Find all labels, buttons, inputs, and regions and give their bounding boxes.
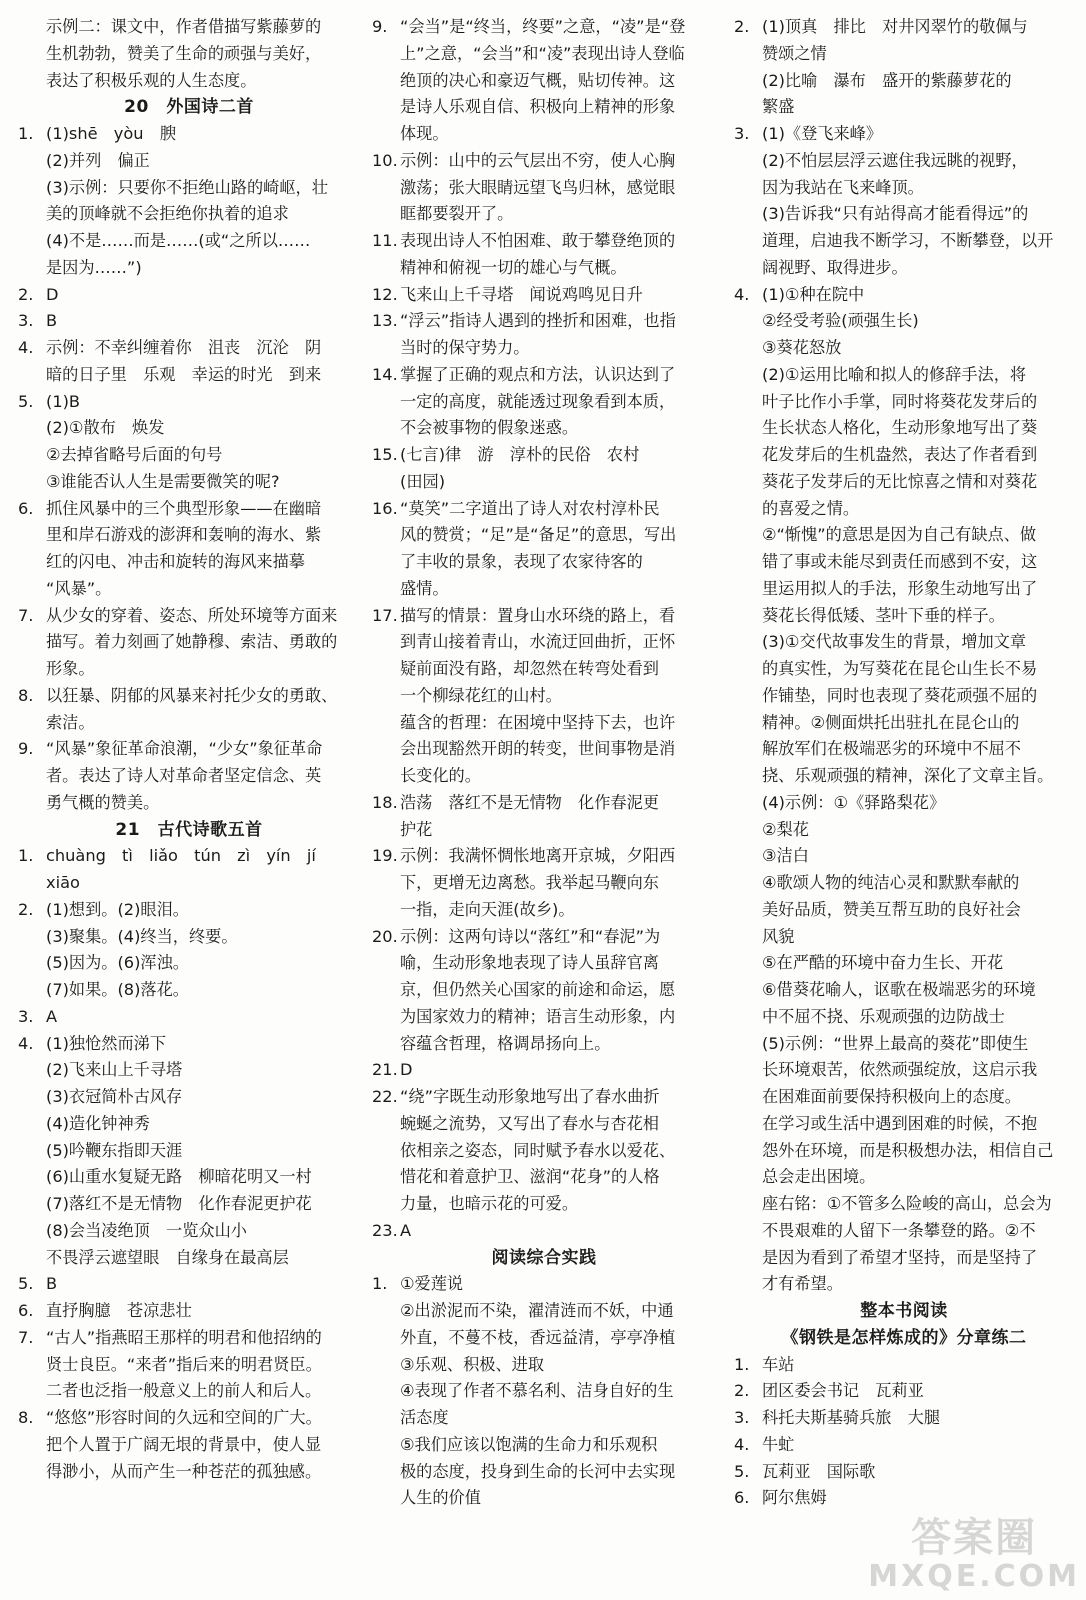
answer-continuation: 体现。 xyxy=(400,124,449,143)
question-number: 10. xyxy=(372,150,398,170)
answer-line xyxy=(18,496,360,523)
question-number: 1. xyxy=(734,1354,750,1374)
answer-continuation: 眶都要裂开了。 xyxy=(400,204,514,224)
answer-continuation: 容蕴含哲理，格调昂扬向上。 xyxy=(400,1033,611,1053)
column-left xyxy=(18,14,360,1485)
answer-continuation: 中不屈不挠、乐观顽强的边防战士 xyxy=(762,1006,1005,1026)
answer-line xyxy=(372,228,716,255)
answer-text: 示例：山中的云气层出不穷，使人心胸 xyxy=(400,150,676,170)
answer-continuation: 一指，走向天涯(故乡)。 xyxy=(400,899,575,919)
question-number: 2. xyxy=(734,1381,750,1401)
answer-continuation: 叶子比作小手掌，同时将葵花发芽后的 xyxy=(762,391,1038,411)
question-number: 4. xyxy=(734,1434,750,1454)
answer-continuation: 葵花长得低矮、茎叶下垂的样子。 xyxy=(762,605,1005,625)
question-number: 4. xyxy=(18,1033,34,1053)
answer-text: D xyxy=(46,284,59,304)
answer-text: ①爱莲说 xyxy=(400,1274,464,1294)
answer-continuation: 二者也泛指一般意义上的前人和后人。 xyxy=(46,1381,322,1401)
answer-continuation: 表达了积极乐观的人生态度。 xyxy=(46,70,257,90)
answer-text: “悠悠”形容时间的久远和空间的广大。 xyxy=(46,1408,322,1427)
answer-continuation: 座右铭：①不管多么险峻的高山，总会为 xyxy=(762,1194,1052,1213)
answer-continuation: 索洁。 xyxy=(46,712,95,732)
question-number: 1. xyxy=(18,124,34,143)
answer-continuation: (2)①散布 焕发 xyxy=(46,418,165,438)
answer-continuation: (2)①运用比喻和拟人的修辞手法，将 xyxy=(762,364,1027,384)
question-number: 2. xyxy=(18,899,34,919)
answer-continuation: ②出淤泥而不染，濯清涟而不妖，中通 xyxy=(400,1301,674,1320)
answer-line xyxy=(372,790,716,817)
answer-text: 科托夫斯基骑兵旅 大腿 xyxy=(762,1408,941,1427)
question-number: 4. xyxy=(734,284,750,304)
answer-text: 示例：不幸纠缠着你 沮丧 沉沦 阴 xyxy=(46,338,322,357)
answer-text: (1)顶真 排比 对井冈翠竹的敬佩与 xyxy=(762,17,1028,36)
answer-continuation: 精神和俯视一切的雄心与气概。 xyxy=(400,257,627,277)
answer-continuation: (2)飞来山上千寻塔 xyxy=(46,1060,183,1080)
answer-text: (1)独怆然而涕下 xyxy=(46,1033,167,1053)
question-number: 3. xyxy=(18,1006,34,1026)
answer-text: 以狂暴、阴郁的风暴来衬托少女的勇敢、 xyxy=(46,685,338,705)
answer-continuation: 把个人置于广阔无垠的背景中，使人显 xyxy=(46,1434,322,1454)
answer-line xyxy=(372,924,716,951)
answer-continuation: 贤士良臣。“来者”指后来的明君贤臣。 xyxy=(46,1354,322,1374)
answer-text: 飞来山上千寻塔 闻说鸡鸣见日升 xyxy=(400,284,643,304)
watermark-url: MXQE.COM xyxy=(868,1559,1080,1594)
answer-continuation: 美好品质，赞美互帮互助的良好社会 xyxy=(762,899,1021,919)
answer-continuation: 人生的价值 xyxy=(400,1488,481,1508)
answer-line xyxy=(18,897,360,924)
answer-continuation: (2)并列 偏正 xyxy=(46,150,150,170)
answer-continuation: 怨外在环境，而是积极想办法，相信自己 xyxy=(762,1140,1054,1160)
answer-text: B xyxy=(46,311,58,331)
answer-continuation: ④歌颂人物的纯洁心灵和默默奉献的 xyxy=(762,873,1020,892)
answer-continuation: 护花 xyxy=(400,819,433,839)
answer-continuation: 精神。②侧面烘托出驻扎在昆仑山的 xyxy=(762,712,1020,732)
answer-continuation: 因为我站在飞来峰顶。 xyxy=(762,177,924,197)
answer-continuation: (3)告诉我“只有站得高才能看得远”的 xyxy=(762,204,1029,224)
answer-continuation: (4)造化钟神秀 xyxy=(46,1113,150,1133)
section-heading: 整本书阅读 xyxy=(860,1301,948,1321)
answer-text: (1)B xyxy=(46,391,81,411)
question-number: 5. xyxy=(18,1274,34,1294)
answer-continuation: ②去掉省略号后面的句号 xyxy=(46,445,223,464)
answer-continuation: 阔视野、取得进步。 xyxy=(762,257,908,277)
answer-continuation: 风貌 xyxy=(762,926,795,946)
answer-continuation: (田园) xyxy=(400,471,446,491)
answer-continuation: 在困难面前要保持积极向上的态度。 xyxy=(762,1087,1021,1106)
question-number: 17. xyxy=(372,605,398,625)
answer-line xyxy=(734,1352,1074,1379)
answer-line xyxy=(18,1325,360,1352)
answer-line xyxy=(734,1378,1074,1405)
answer-continuation: 才有希望。 xyxy=(762,1274,843,1294)
answer-text: 团区委会书记 瓦莉亚 xyxy=(762,1381,924,1401)
question-number: 3. xyxy=(734,124,750,143)
answer-text: 抓住风暴中的三个典型形象——在幽暗 xyxy=(46,498,322,518)
answer-text: 直抒胸臆 苍凉悲壮 xyxy=(46,1301,192,1320)
answer-line xyxy=(734,1432,1074,1459)
question-number: 20. xyxy=(372,926,398,946)
answer-continuation: 不畏浮云遮望眼 自缘身在最高层 xyxy=(46,1247,289,1267)
answer-text: (1)shē yòu 腴 xyxy=(46,124,176,143)
answer-continuation: ④表现了作者不慕名利、洁身自好的生 xyxy=(400,1381,674,1401)
answer-continuation: 极的态度，投身到生命的长河中去实现 xyxy=(400,1461,676,1481)
answer-continuation: (2)不怕层层浮云遮住我远眺的视野， xyxy=(762,150,1028,170)
answer-continuation: ②梨花 xyxy=(762,819,809,839)
answer-continuation: ②“惭愧”的意思是因为自己有缺点、做 xyxy=(762,525,1037,545)
answer-line xyxy=(372,603,716,630)
answer-line xyxy=(372,14,716,41)
answer-text: A xyxy=(46,1006,58,1026)
answer-line xyxy=(18,1298,360,1325)
answer-text: 车站 xyxy=(762,1354,795,1374)
answer-line xyxy=(372,442,716,469)
answer-line xyxy=(734,121,1074,148)
answer-continuation: 依相亲之姿态，同时赋予春水以爱花、 xyxy=(400,1140,676,1160)
answer-continuation: 红的闪电、冲击和旋转的海风来描摹 xyxy=(46,552,305,571)
answer-continuation: 解放军们在极端恶劣的环境中不屈不 xyxy=(762,739,1021,759)
answer-line xyxy=(734,1405,1074,1432)
answer-line xyxy=(372,362,716,389)
answer-line xyxy=(18,308,360,335)
answer-line xyxy=(18,1271,360,1298)
answer-line xyxy=(372,308,716,335)
answer-continuation: 葵花子发芽后的无比惊喜之情和对葵花 xyxy=(762,471,1038,491)
answer-line xyxy=(372,148,716,175)
answer-line xyxy=(372,843,716,870)
answer-text: chuàng tì liǎo tún zì yín jí xyxy=(46,846,316,866)
answer-text: (1)想到。(2)眼泪。 xyxy=(46,899,189,919)
answer-continuation: 一个柳绿花红的山村。 xyxy=(400,685,562,705)
answer-continuation: ③谁能否认人生是需要微笑的呢? xyxy=(46,471,280,491)
answer-continuation: 生长状态人格化，生动形象地写出了葵 xyxy=(762,418,1038,438)
answer-continuation: 暗的日子里 乐观 幸运的时光 到来 xyxy=(46,364,322,384)
question-number: 9. xyxy=(372,17,388,36)
answer-line xyxy=(372,282,716,309)
answer-continuation: 风的赞赏；“足”是“备足”的意思，写出 xyxy=(400,525,677,545)
answer-continuation: 里和岸石游戏的澎湃和轰响的海水、紫 xyxy=(46,525,322,545)
answer-continuation: 激荡；张大眼睛远望飞鸟归林，感觉眼 xyxy=(400,177,676,197)
answer-continuation: 惜花和着意护卫、滋润“花身”的人格 xyxy=(400,1167,660,1187)
answer-text: 浩荡 落红不是无情物 化作春泥更 xyxy=(400,792,659,812)
answer-continuation: 当时的保守势力。 xyxy=(400,338,530,357)
answer-continuation: 力量，也暗示花的可爱。 xyxy=(400,1194,579,1213)
answer-continuation: (4)不是……而是……(或“之所以…… xyxy=(46,231,311,250)
answer-continuation: 得渺小，从而产生一种苍茫的孤独感。 xyxy=(46,1461,322,1481)
answer-continuation: (7)落红不是无情物 化作春泥更护花 xyxy=(46,1194,312,1213)
answer-continuation: (5)因为。(6)浑浊。 xyxy=(46,953,189,973)
question-number: 11. xyxy=(372,231,398,250)
answer-continuation: 描写。着力刻画了她静穆、索洁、勇敢的 xyxy=(46,632,338,652)
answer-continuation: (5)示例：“世界上最高的葵花”即使生 xyxy=(762,1033,1029,1053)
question-number: 6. xyxy=(18,1301,34,1320)
question-number: 16. xyxy=(372,498,398,518)
answer-continuation: 道理，启迪我不断学习，不断攀登，以开 xyxy=(762,231,1054,250)
question-number: 8. xyxy=(18,685,34,705)
answer-line xyxy=(18,389,360,416)
question-number: 7. xyxy=(18,1327,34,1347)
answer-continuation: 不畏艰难的人留下一条攀登的路。②不 xyxy=(762,1220,1036,1240)
answer-continuation: (3)聚集。(4)终当，终要。 xyxy=(46,926,238,946)
answer-continuation: 长环境艰苦，依然顽强绽放，这启示我 xyxy=(762,1060,1038,1080)
answer-continuation: 为国家效力的精神；语言生动形象，内 xyxy=(400,1006,676,1026)
answer-continuation: 上”之意，“会当”和“凌”表现出诗人登临 xyxy=(400,43,685,63)
answer-continuation: 在学习或生活中遇到困难的时候，不抱 xyxy=(762,1113,1038,1133)
question-number: 8. xyxy=(18,1408,34,1427)
answer-line xyxy=(18,1405,360,1432)
question-number: 15. xyxy=(372,445,398,464)
answer-line xyxy=(372,1271,716,1298)
site-watermark xyxy=(868,1506,1080,1594)
answer-text: “古人”指燕昭王那样的明君和他招纳的 xyxy=(46,1327,322,1347)
answer-continuation: 一定的高度，就能透过现象看到本质， xyxy=(400,391,676,411)
answer-text: A xyxy=(400,1220,412,1240)
answer-line xyxy=(18,683,360,710)
answer-continuation: 形象。 xyxy=(46,659,95,678)
answer-text: 描写的情景：置身山水环绕的路上，看 xyxy=(400,605,676,625)
answer-text: 牛虻 xyxy=(762,1434,795,1454)
answer-continuation: (3)衣冠简朴古风存 xyxy=(46,1087,183,1106)
answer-continuation: 挠、乐观顽强的精神，深化了文章主旨。 xyxy=(762,766,1054,785)
section-heading: 阅读综合实践 xyxy=(491,1247,597,1268)
answer-continuation: 美的顶峰就不会拒绝你执着的追求 xyxy=(46,204,289,224)
answer-text: 瓦莉亚 国际歌 xyxy=(762,1461,876,1481)
answer-continuation: (7)如果。(8)落花。 xyxy=(46,980,189,999)
answer-continuation: 盛情。 xyxy=(400,578,449,598)
question-number: 14. xyxy=(372,364,398,384)
answer-line xyxy=(18,1004,360,1031)
answer-continuation: 下，更增无边离愁。我举起马鞭向东 xyxy=(400,873,659,892)
answer-continuation: (2)比喻 瀑布 盛开的紫藤萝花的 xyxy=(762,70,1012,90)
question-number: 6. xyxy=(734,1488,750,1508)
answer-continuation: 外直，不蔓不枝，香远益清，亭亭净植 xyxy=(400,1327,676,1347)
question-number: 22. xyxy=(372,1087,398,1106)
watermark-logo-text: 答案圈 xyxy=(911,1515,1038,1561)
answer-text: 示例：我满怀惆怅地离开京城，夕阳西 xyxy=(400,846,676,866)
question-number: 5. xyxy=(18,391,34,411)
answer-text: D xyxy=(400,1060,413,1080)
answer-continuation: 是因为……”) xyxy=(46,257,142,277)
answer-text: (七言)律 游 淳朴的民俗 农村 xyxy=(400,445,640,464)
answer-line xyxy=(372,1057,716,1084)
question-number: 4. xyxy=(18,338,34,357)
answer-continuation: ③乐观、积极、进取 xyxy=(400,1354,545,1374)
answer-continuation: (6)山重水复疑无路 柳暗花明又一村 xyxy=(46,1167,312,1187)
answer-continuation: 的真实性，为写葵花在昆仑山生长不易 xyxy=(762,659,1038,678)
answer-line xyxy=(372,1084,716,1111)
answer-continuation: 错了事或未能尽到责任而感到不安，这 xyxy=(762,552,1038,571)
answer-line xyxy=(18,121,360,148)
answer-line xyxy=(734,14,1074,41)
answer-continuation: 示例二：课文中，作者借描写紫藤萝的 xyxy=(46,17,322,36)
answer-continuation: 生机勃勃，赞美了生命的顽强与美好， xyxy=(46,43,322,63)
answer-continuation: xiāo xyxy=(46,873,80,892)
question-number: 3. xyxy=(18,311,34,331)
answer-text: B xyxy=(46,1274,58,1294)
answer-continuation: (3)示例：只要你不拒绝山路的崎岖，壮 xyxy=(46,177,328,197)
answer-continuation: (4)示例：①《驿路梨花》 xyxy=(762,792,946,812)
answer-continuation: 是诗人乐观自信、积极向上精神的形象 xyxy=(400,97,676,117)
answer-continuation: 绝顶的决心和豪迈气概，贴切传神。这 xyxy=(400,70,676,90)
answer-continuation: 喻，生动形象地表现了诗人虽辞官离 xyxy=(400,953,659,973)
answer-continuation: 了丰收的景象，表现了农家待客的 xyxy=(400,552,643,571)
answer-continuation: 到青山接着青山，水流迂回曲折，正怀 xyxy=(400,632,676,652)
answer-continuation: 总会走出困境。 xyxy=(762,1167,876,1187)
question-number: 1. xyxy=(372,1274,388,1294)
answer-continuation: ⑤我们应该以饱满的生命力和乐观积 xyxy=(400,1434,658,1454)
section-heading: 21 古代诗歌五首 xyxy=(115,819,263,840)
answer-text: 示例：这两句诗以“落红”和“春泥”为 xyxy=(400,926,661,946)
question-number: 19. xyxy=(372,846,398,866)
answer-continuation: 花发芽后的生机盎然，表达了作者看到 xyxy=(762,445,1038,464)
question-number: 2. xyxy=(18,284,34,304)
answer-text: 掌握了正确的观点和方法，认识达到了 xyxy=(400,364,676,384)
answer-continuation: ③葵花怒放 xyxy=(762,338,842,357)
answer-text: “莫笑”二字道出了诗人对农村淳朴民 xyxy=(400,498,660,518)
answer-continuation: ⑥借葵花喻人，讴歌在极端恶劣的环境 xyxy=(762,980,1036,999)
answer-continuation: 繁盛 xyxy=(762,97,795,117)
answer-continuation: 里运用拟人的手法，形象生动地写出了 xyxy=(762,578,1038,598)
question-number: 18. xyxy=(372,792,398,812)
answer-line xyxy=(734,1459,1074,1486)
answer-continuation: 勇气概的赞美。 xyxy=(46,792,160,812)
answer-line xyxy=(372,496,716,523)
answer-line xyxy=(18,1031,360,1058)
section-heading: 《钢铁是怎样炼成的》分章练二 xyxy=(781,1327,1027,1348)
answer-text: 表现出诗人不怕困难、敢于攀登绝顶的 xyxy=(400,231,676,250)
answer-continuation: (3)①交代故事发生的背景，增加文章 xyxy=(762,632,1027,652)
answer-line xyxy=(18,282,360,309)
question-number: 2. xyxy=(734,17,750,36)
question-number: 7. xyxy=(18,605,34,625)
answer-line xyxy=(18,843,360,870)
answer-continuation: “风暴”。 xyxy=(46,578,112,598)
column-middle xyxy=(372,14,716,1512)
answer-text: 从少女的穿着、姿态、所处环境等方面来 xyxy=(46,605,338,625)
answer-continuation: 赞颂之情 xyxy=(762,43,827,63)
answer-continuation: 不会被事物的假象迷惑。 xyxy=(400,418,579,438)
answer-continuation: 疑前面没有路，却忽然在转弯处看到 xyxy=(400,659,659,678)
answer-continuation: 者。表达了诗人对革命者坚定信念、英 xyxy=(46,766,322,785)
answer-line xyxy=(18,736,360,763)
question-number: 23. xyxy=(372,1220,398,1240)
answer-continuation: 蜿蜒之流势，又写出了春水与杏花相 xyxy=(400,1113,659,1133)
answer-continuation: 的喜爱之情。 xyxy=(762,498,860,518)
answer-continuation: ⑤在严酷的环境中奋力生长、开花 xyxy=(762,953,1004,973)
answer-continuation: 京，但仍然关心国家的前途和命运，愿 xyxy=(400,980,676,999)
question-number: 6. xyxy=(18,498,34,518)
question-number: 5. xyxy=(734,1461,750,1481)
answer-continuation: ②经受考验(顽强生长) xyxy=(762,311,919,331)
answer-text: “绕”字既生动形象地写出了春水曲折 xyxy=(400,1087,660,1106)
answer-text: 阿尔焦姆 xyxy=(762,1488,827,1508)
question-number: 21. xyxy=(372,1060,398,1080)
answer-continuation: ③洁白 xyxy=(762,846,809,866)
section-heading: 20 外国诗二首 xyxy=(124,97,254,118)
answer-text: (1)《登飞来峰》 xyxy=(762,124,883,143)
column-right xyxy=(734,14,1074,1512)
answer-continuation: 会出现豁然开朗的转变，世间事物是消 xyxy=(400,739,676,759)
answer-line xyxy=(372,1218,716,1245)
answer-continuation: 长变化的。 xyxy=(400,766,481,785)
answer-continuation: 是因为看到了希望才坚持，而是坚持了 xyxy=(762,1247,1038,1267)
question-number: 12. xyxy=(372,284,398,304)
answer-continuation: (5)吟鞭东指即天涯 xyxy=(46,1140,183,1160)
question-number: 1. xyxy=(18,846,34,866)
answer-continuation: 活态度 xyxy=(400,1408,449,1427)
answer-text: “风暴”象征革命浪潮，“少女”象征革命 xyxy=(46,739,323,759)
answer-line xyxy=(18,335,360,362)
answer-continuation: (8)会当凌绝顶 一览众山小 xyxy=(46,1220,247,1240)
answer-text: “浮云”指诗人遇到的挫折和困难，也指 xyxy=(400,311,676,331)
question-number: 9. xyxy=(18,739,34,759)
question-number: 3. xyxy=(734,1408,750,1427)
answer-text: “会当”是“终当，终要”之意，“凌”是“登 xyxy=(400,17,686,36)
answer-continuation: 蕴含的哲理：在困境中坚持下去，也许 xyxy=(400,712,676,732)
answer-continuation: 作铺垫，同时也表现了葵花顽强不屈的 xyxy=(762,685,1038,705)
answer-line xyxy=(734,282,1074,309)
answer-line xyxy=(18,603,360,630)
answer-text: (1)①种在院中 xyxy=(762,284,865,304)
question-number: 13. xyxy=(372,311,398,331)
